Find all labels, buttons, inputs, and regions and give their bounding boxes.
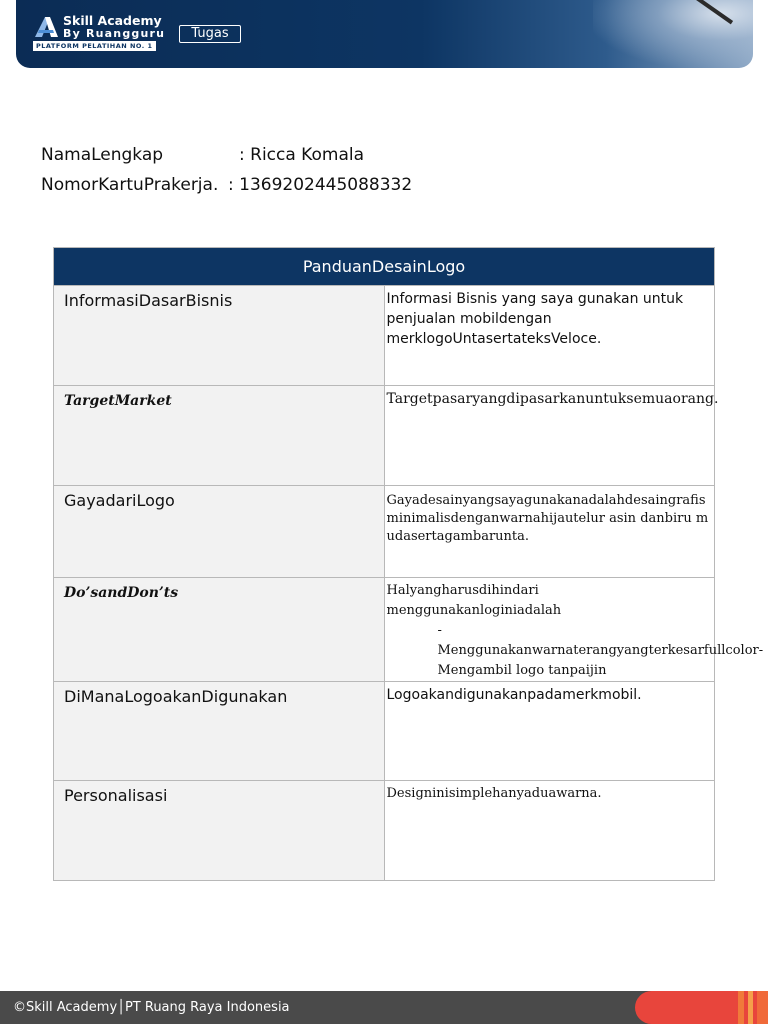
row-value: Targetpasaryangdipasarkanuntuksemuaorang. (384, 386, 715, 486)
row-value: Designinisimplehanyaduawarna. (384, 781, 715, 881)
row-label: DiManaLogoakanDigunakan (54, 682, 385, 781)
name-row (41, 145, 365, 165)
logo-guide-table (53, 247, 764, 881)
row-label: TargetMarket (54, 386, 385, 486)
dos-donts-line: - (437, 623, 442, 638)
table-row (54, 486, 715, 578)
card-row (41, 175, 413, 195)
row-value: Gayadesainyangsayagunakanadalahdesaingrafisminimalisdenganwarnahijautelur asin danbiru mudasertagambarunta. (384, 486, 715, 578)
row-label: Personalisasi (54, 781, 385, 881)
brand-wordmark: Skill Academy By Ruangguru (63, 13, 166, 40)
table-row (54, 578, 715, 682)
skill-academy-logo-icon (33, 16, 59, 38)
footer-bar (0, 991, 768, 1024)
row-label: Do’sandDon’ts (54, 578, 385, 682)
row-value: Logoakandigunakanpadamerkmobil. (384, 682, 715, 781)
footer-copyright: ©Skill Academy│PT Ruang Raya Indonesia (13, 1000, 290, 1015)
row-label: GayadariLogo (54, 486, 385, 578)
row-label: InformasiDasarBisnis (54, 286, 385, 386)
card-value: : 1369202445088332 (228, 175, 413, 195)
footer-accent (635, 991, 768, 1024)
row-value: Informasi Bisnis yang saya gunakan untuk penjualan mobildengan merklogoUntasertateksVeloce. (384, 286, 715, 386)
name-value: : Ricca Komala (239, 145, 365, 165)
table-title: PanduanDesainLogo (54, 248, 715, 286)
header-banner (16, 0, 753, 68)
dos-donts-line: Mengambil logo tanpaijin (437, 663, 607, 678)
row-value (384, 578, 764, 682)
table-row (54, 286, 715, 386)
table-row (54, 781, 715, 881)
name-label: NamaLengkap (41, 145, 164, 165)
tugas-badge: Tugas (179, 25, 241, 43)
table-row (54, 682, 715, 781)
brand-tagline: PLATFORM PELATIHAN NO. 1 (33, 41, 156, 51)
banner-photo (593, 0, 753, 68)
table-row (54, 386, 715, 486)
dos-donts-line: Menggunakanwarnaterangyangterkesarfullcolor- (437, 643, 764, 658)
card-label: NomorKartuPrakerja. (41, 175, 219, 195)
dos-donts-line: Halyangharusdihindari menggunakanloginiadalah (386, 583, 562, 618)
